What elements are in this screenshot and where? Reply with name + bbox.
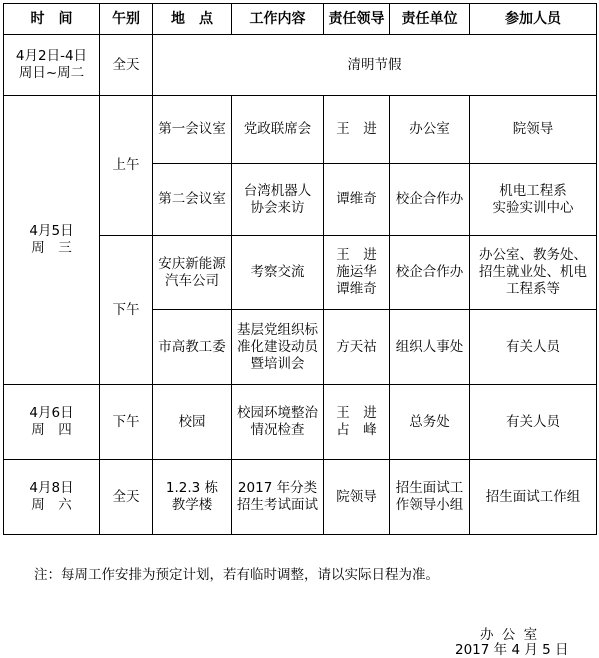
leader-cell: 谭维奇 [324,164,390,236]
location-cell: 市高教工委 [153,310,232,385]
period-cell: 下午 [100,385,153,460]
content-cell: 基层党组织标 准化建设动员 暨培训会 [232,310,324,385]
participants-cell: 有关人员 [470,310,597,385]
unit-cell: 校企合作办 [390,236,470,310]
leader-cell: 院领导 [324,460,390,535]
unit-cell: 组织人事处 [390,310,470,385]
content-cell: 台湾机器人 协会来访 [232,164,324,236]
unit-cell: 招生面试工 作领导小组 [390,460,470,535]
participants-cell: 招生面试工作组 [470,460,597,535]
unit-cell: 总务处 [390,385,470,460]
footnote: 注：每周工作安排为预定计划，若有临时调整，请以实际日程为准。 [34,567,439,583]
leader-cell: 方天祜 [324,310,390,385]
location-cell: 校园 [153,385,232,460]
header-content: 工作内容 [232,4,324,35]
table-row [4,385,597,460]
period-cell: 全天 [100,460,153,535]
participants-cell: 有关人员 [470,385,597,460]
header-participants: 参加人员 [470,4,597,35]
signature-date: 2017 年 4 月 5 日 [455,642,569,658]
leader-cell: 王 进 [324,96,390,164]
table-row [4,460,597,535]
participants-cell: 办公室、教务处、 招生就业处、机电 工程系等 [470,236,597,310]
time-cell: 4月5日 周 三 [4,96,100,385]
period-cell: 下午 [100,236,153,385]
location-cell: 第二会议室 [153,164,232,236]
leader-cell: 王 进 施运华 谭维奇 [324,236,390,310]
time-cell: 4月8日 周 六 [4,460,100,535]
location-cell: 安庆新能源 汽车公司 [153,236,232,310]
content-cell: 考察交流 [232,236,324,310]
header-leader: 责任领导 [324,4,390,35]
header-period: 午别 [100,4,153,35]
header-location: 地 点 [153,4,232,35]
time-cell: 4月6日 周 四 [4,385,100,460]
schedule-table [3,3,597,535]
location-cell: 第一会议室 [153,96,232,164]
table-row [4,35,597,96]
holiday-cell: 清明节假 [153,35,597,96]
unit-cell: 校企合作办 [390,164,470,236]
signature-office: 办 公 室 [480,627,540,643]
leader-cell: 王 进 占 峰 [324,385,390,460]
table-row [4,96,597,164]
period-cell: 全天 [100,35,153,96]
content-cell: 2017 年分类 招生考试面试 [232,460,324,535]
period-cell: 上午 [100,96,153,236]
content-cell: 党政联席会 [232,96,324,164]
header-row [4,4,597,35]
participants-cell: 机电工程系 实验实训中心 [470,164,597,236]
time-cell: 4月2日-4日 周日~周二 [4,35,100,96]
unit-cell: 办公室 [390,96,470,164]
location-cell: 1.2.3 栋 教学楼 [153,460,232,535]
header-unit: 责任单位 [390,4,470,35]
header-time: 时 间 [4,4,100,35]
content-cell: 校园环境整治 情况检查 [232,385,324,460]
participants-cell: 院领导 [470,96,597,164]
